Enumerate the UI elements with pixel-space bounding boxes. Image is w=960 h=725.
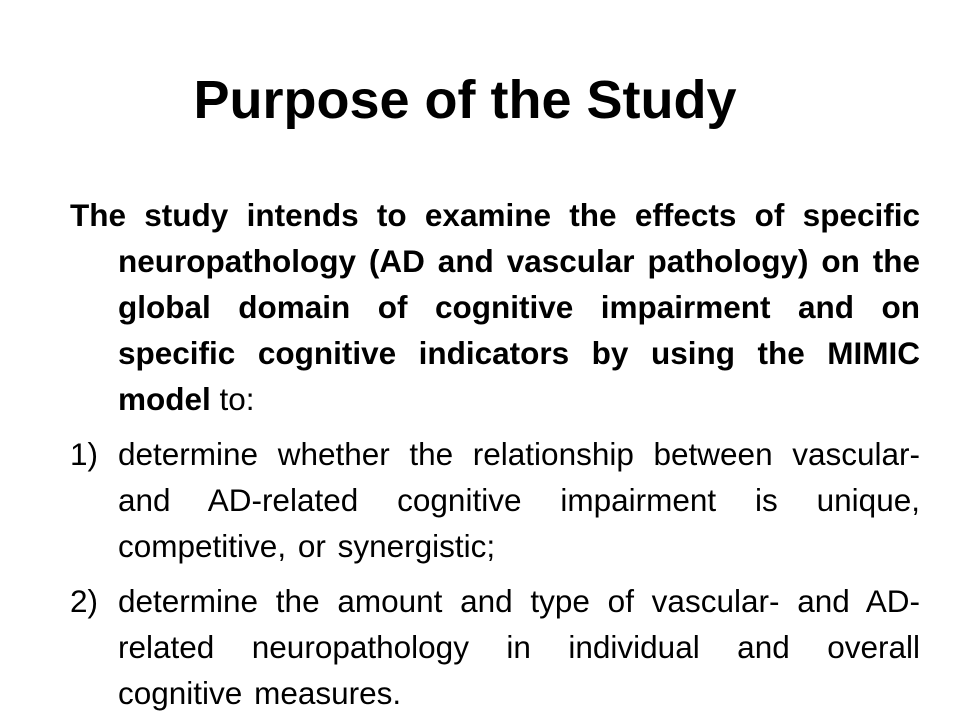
slide-title: Purpose of the Study: [193, 70, 737, 130]
intro-regular-text: to:: [210, 381, 255, 417]
list-item-number: 1): [70, 436, 99, 472]
list-item: [70, 431, 920, 569]
list-item-text: determine whether the relationship between vascular- and AD-related cognitive impairment is unique, competitive, or synergistic;: [118, 436, 920, 564]
list-item-text: determine the amount and type of vascular- and AD-related neuropathology in individual and overall cognitive measures.: [118, 583, 920, 711]
intro-bold-text: The study intends to examine the effects of specific neuropathology (AD and vascular pathology) on the global domain of cognitive impairment and on specific cognitive indicators by using the MIMIC model: [70, 197, 920, 417]
intro-paragraph: [70, 192, 920, 422]
slide-body: [70, 192, 920, 725]
list-item: [70, 578, 920, 716]
list-item-number: 2): [70, 583, 99, 619]
